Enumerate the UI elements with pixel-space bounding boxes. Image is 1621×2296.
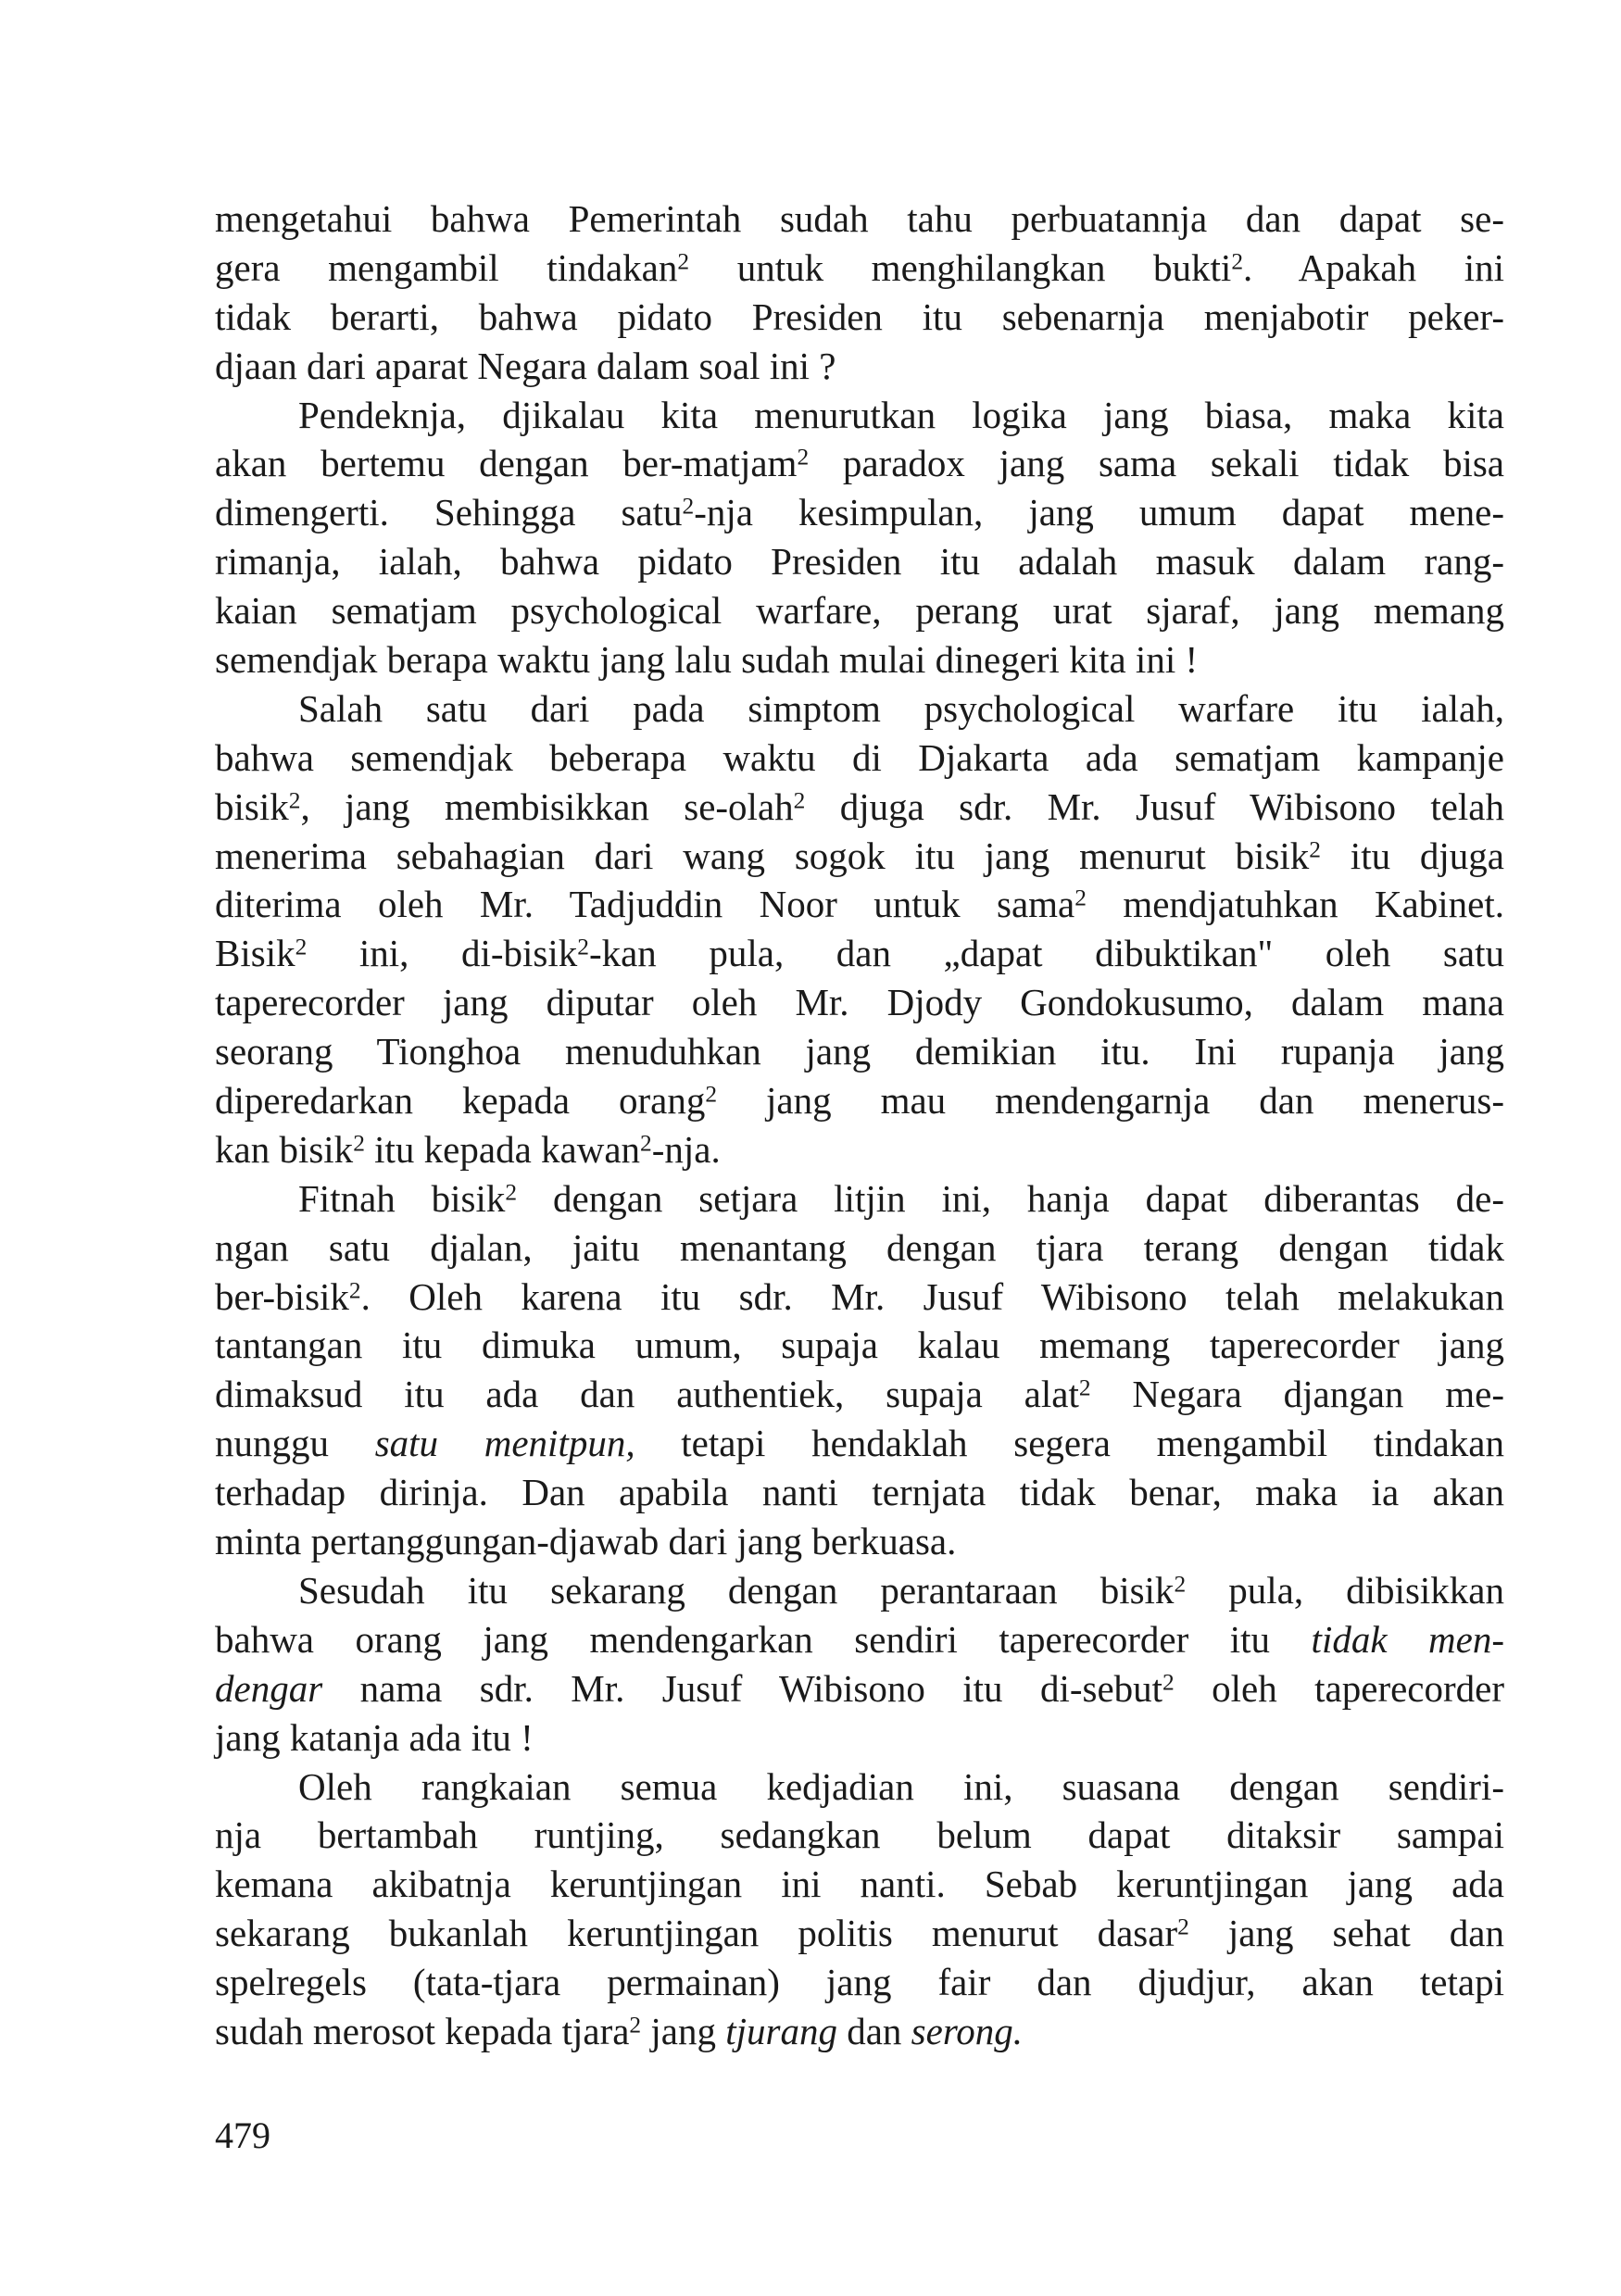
paragraph [215, 1174, 1504, 1566]
text-line: seorang Tionghoa menuduhkan jang demikian itu. Ini rupanja jang [215, 1030, 1504, 1073]
text-line: Sesudah itu sekarang dengan perantaraan bisik$^2$ pula, dibisikkan [298, 1568, 1504, 1612]
text-line: Fitnah bisik$^2$ dengan setjara litjin ini, hanja dapat diberantas de- [298, 1176, 1504, 1220]
text-line: ngan satu djalan, jaitu menantang dengan tjara terang dengan tidak [215, 1225, 1504, 1269]
text-line: nja bertambah runtjing, sedangkan belum dapat ditaksir sampai [215, 1813, 1504, 1857]
text-line: gera mengambil tindakan$^2$ untuk menghilangkan bukti$^2$. Apakah ini [215, 245, 1504, 289]
text-line: dengar nama sdr. Mr. Jusuf Wibisono itu di-sebut$^2$ oleh taperecorder [215, 1666, 1504, 1710]
text-line: Bisik$^2$ ini, di-bisik$^2$-kan pula, dan „dapat dibuktikan" oleh satu [215, 932, 1504, 975]
text-line: bisik$^2$, jang membisikkan se-olah$^2$ djuga sdr. Mr. Jusuf Wibisono telah [215, 784, 1504, 828]
text-line: kemana akibatnja keruntjingan ini nanti. Sebab keruntjingan jang ada [215, 1863, 1504, 1906]
text-line: akan bertemu dengan ber-matjam$^2$ paradox jang sama sekali tidak bisa [215, 442, 1505, 485]
text-line: bahwa semendjak beberapa waktu di Djakarta ada sematjam kampanje [215, 735, 1504, 779]
text-line: nunggu satu menitpun, tetapi hendaklah segera mengambil tindakan [215, 1422, 1504, 1465]
paragraph [215, 1763, 1504, 2056]
paragraph [215, 391, 1504, 684]
text-line: Pendeknja, djikalau kita menurutkan logika jang biasa, maka kita [298, 393, 1504, 436]
text-line: mengetahui bahwa Pemerintah sudah tahu perbuatannja dan dapat se- [215, 197, 1504, 240]
text-line: minta pertanggungan-djawab dari jang berkuasa. [215, 1520, 957, 1563]
text-line: sekarang bukanlah keruntjingan politis menurut dasar$^2$ jang sehat dan [215, 1912, 1505, 1955]
text-line: kan bisik$^2$ itu kepada kawan$^2$-nja. [215, 1127, 721, 1171]
paragraph [215, 194, 1504, 391]
page-number: 479 [215, 2114, 270, 2156]
text-line: menerima sebahagian dari wang sogok itu jang menurut bisik$^2$ itu djuga [215, 834, 1504, 877]
text-line: djaan dari aparat Negara dalam soal ini ? [215, 344, 836, 387]
text-line: spelregels (tata-tjara permainan) jang fair dan djudjur, akan tetapi [215, 1961, 1504, 2004]
text-line: tantangan itu dimuka umum, supaja kalau memang taperecorder jang [215, 1324, 1504, 1367]
paragraph [215, 684, 1504, 1174]
text-line: diperedarkan kepada orang$^2$ jang mau mendengarnja dan menerus- [215, 1079, 1505, 1123]
text-line: dimengerti. Sehingga satu$^2$-nja kesimpulan, jang umum dapat mene- [215, 491, 1504, 534]
book-page-body [215, 194, 1504, 2056]
text-line: ber-bisik$^2$. Oleh karena itu sdr. Mr. Jusuf Wibisono telah melakukan [215, 1274, 1504, 1318]
text-line: jang katanja ada itu ! [215, 1715, 534, 1759]
text-line: sudah merosot kepada tjara$^2$ jang tjurang dan serong. [215, 2009, 1024, 2052]
text-line: diterima oleh Mr. Tadjuddin Noor untuk sama$^2$ mendjatuhkan Kabinet. [215, 883, 1504, 926]
text-line: Oleh rangkaian semua kedjadian ini, suasana dengan sendiri- [298, 1764, 1504, 1808]
text-line: kaian sematjam psychological warfare, perang urat sjaraf, jang memang [215, 589, 1504, 633]
text-line: terhadap dirinja. Dan apabila nanti ternjata tidak benar, maka ia akan [215, 1471, 1504, 1514]
text-line: Salah satu dari pada simptom psychological warfare itu ialah, [298, 686, 1504, 730]
text-line: bahwa orang jang mendengarkan sendiri taperecorder itu tidak men- [215, 1617, 1504, 1661]
paragraph [215, 1566, 1504, 1763]
text-line: tidak berarti, bahwa pidato Presiden itu sebenarnja menjabotir peker- [215, 295, 1504, 338]
text-line: dimaksud itu ada dan authentiek, supaja alat$^2$ Negara djangan me- [215, 1373, 1504, 1416]
text-line: taperecorder jang diputar oleh Mr. Djody Gondokusumo, dalam mana [215, 981, 1504, 1024]
text-line: semendjak berapa waktu jang lalu sudah mulai dinegeri kita ini ! [215, 638, 1199, 682]
text-line: rimanja, ialah, bahwa pidato Presiden itu adalah masuk dalam rang- [215, 540, 1504, 583]
